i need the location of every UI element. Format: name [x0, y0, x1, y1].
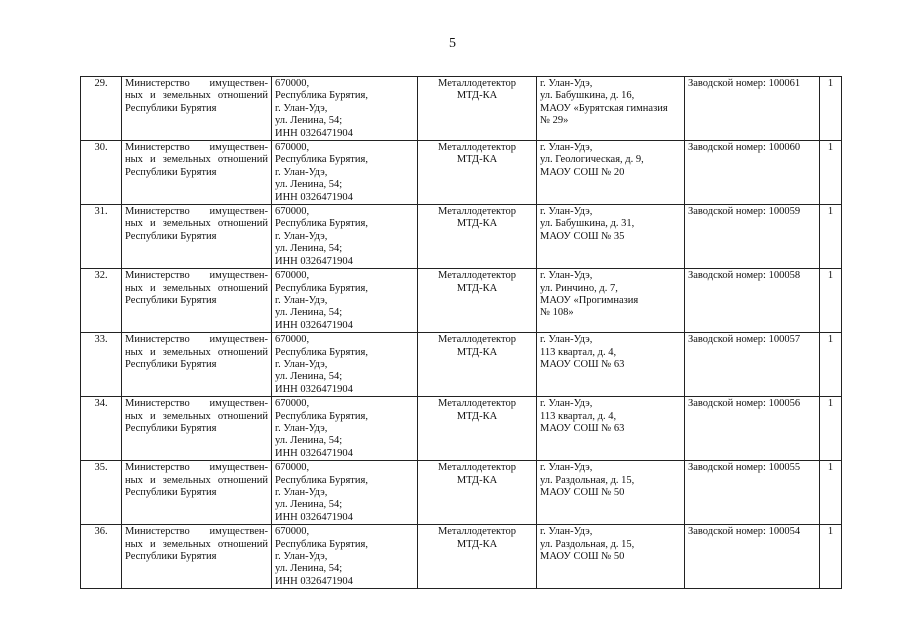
- row-number-cell: [81, 525, 122, 589]
- owner-address-line: г. Улан-Удэ,: [275, 422, 328, 434]
- location-line: 113 квартал, д. 4,: [540, 410, 617, 422]
- serial-number-cell: [685, 205, 820, 269]
- row-number-cell: [81, 77, 122, 141]
- quantity: 1: [827, 78, 834, 89]
- quantity: 1: [827, 526, 834, 538]
- owner-address-line: г. Улан-Удэ,: [275, 102, 328, 114]
- location-line: МАОУ СОШ № 50: [540, 487, 625, 498]
- owner-address-line: г. Улан-Удэ,: [275, 166, 328, 178]
- location-line: ул. Ринчино, д. 7,: [540, 282, 618, 294]
- owner-org-line: Министерство имуществен-: [125, 398, 268, 410]
- location-line: г. Улан-Удэ,: [540, 398, 593, 410]
- table-row: [81, 461, 842, 525]
- owner-org-line: Министерство имуществен-: [125, 270, 268, 282]
- row-number: 34.: [94, 398, 108, 410]
- location-line: ул. Раздольная, д. 15,: [540, 538, 635, 550]
- location-cell: [537, 269, 685, 333]
- table-row: [81, 205, 842, 269]
- serial-number: Заводской номер: 100054: [688, 526, 801, 538]
- owner-org-line: Республики Бурятия: [125, 358, 217, 370]
- table-row: [81, 77, 842, 141]
- owner-address-line: Республика Бурятия,: [275, 90, 368, 102]
- location-cell: [537, 397, 685, 461]
- owner-address-line: 670000,: [275, 142, 310, 154]
- item-name-line: Металлодетектор: [438, 398, 516, 410]
- owner-address-line: ИНН 0326471904: [275, 511, 353, 523]
- quantity: 1: [827, 334, 834, 346]
- table-row: [81, 269, 842, 333]
- owner-org-line: ных и земельных отношений: [125, 410, 268, 422]
- location-line: 113 квартал, д. 4,: [540, 346, 617, 358]
- serial-number-cell: [685, 397, 820, 461]
- location-line: МАОУ СОШ № 20: [540, 166, 625, 178]
- table-row: [81, 525, 842, 589]
- owner-address-line: Республика Бурятия,: [275, 410, 368, 422]
- owner-address-line: г. Улан-Удэ,: [275, 487, 328, 498]
- serial-number-cell: [685, 77, 820, 141]
- location-cell: [537, 141, 685, 205]
- page-number: 5: [449, 36, 456, 51]
- owner-address-line: 670000,: [275, 334, 310, 346]
- item-name-cell: [418, 333, 537, 397]
- owner-org-cell: [122, 461, 272, 525]
- item-name-line: Металлодетектор: [438, 526, 516, 538]
- location-line: г. Улан-Удэ,: [540, 334, 593, 346]
- item-name-line: МТД-КА: [456, 282, 498, 294]
- owner-org-line: Министерство имуществен-: [125, 462, 268, 474]
- owner-address-line: ул. Ленина, 54;: [275, 115, 343, 127]
- item-name-line: Металлодетектор: [438, 78, 516, 89]
- owner-org-line: Министерство имуществен-: [125, 142, 268, 154]
- owner-org-line: Республики Бурятия: [125, 230, 217, 242]
- owner-org-line: ных и земельных отношений: [125, 282, 268, 294]
- item-name-cell: [418, 205, 537, 269]
- owner-address-line: 670000,: [275, 526, 310, 538]
- owner-address-cell: [272, 269, 418, 333]
- quantity: 1: [827, 462, 834, 474]
- owner-org-line: Республики Бурятия: [125, 166, 217, 178]
- owner-address-cell: [272, 397, 418, 461]
- item-name-line: МТД-КА: [456, 346, 498, 358]
- row-number-cell: [81, 269, 122, 333]
- quantity: 1: [827, 206, 834, 218]
- item-name-cell: [418, 77, 537, 141]
- owner-address-line: ул. Ленина, 54;: [275, 371, 343, 383]
- serial-number: Заводской номер: 100061: [688, 78, 801, 89]
- row-number-cell: [81, 205, 122, 269]
- row-number: 33.: [94, 334, 108, 346]
- serial-number: Заводской номер: 100060: [688, 142, 801, 154]
- owner-address-line: Республика Бурятия,: [275, 218, 368, 230]
- owner-org-line: Республики Бурятия: [125, 102, 217, 114]
- owner-address-line: ИНН 0326471904: [275, 575, 353, 587]
- row-number: 35.: [94, 462, 108, 474]
- location-line: ул. Бабушкина, д. 16,: [540, 90, 635, 102]
- item-name-line: МТД-КА: [456, 90, 498, 102]
- owner-address-line: ИНН 0326471904: [275, 255, 353, 267]
- owner-org-line: Республики Бурятия: [125, 422, 217, 434]
- quantity-cell: [820, 141, 842, 205]
- owner-address-line: г. Улан-Удэ,: [275, 358, 328, 370]
- item-name-line: Металлодетектор: [438, 334, 516, 346]
- location-line: МАОУ СОШ № 63: [540, 358, 625, 370]
- owner-org-line: ных и земельных отношений: [125, 538, 268, 550]
- item-name-line: МТД-КА: [456, 538, 498, 550]
- location-line: МАОУ СОШ № 50: [540, 551, 625, 563]
- location-line: МАОУ СОШ № 35: [540, 230, 625, 242]
- row-number: 29.: [94, 78, 108, 89]
- owner-address-line: г. Улан-Удэ,: [275, 230, 328, 242]
- registry-table: [80, 76, 842, 589]
- serial-number: Заводской номер: 100056: [688, 398, 801, 410]
- quantity-cell: [820, 525, 842, 589]
- owner-org-line: ных и земельных отношений: [125, 154, 268, 166]
- quantity-cell: [820, 269, 842, 333]
- owner-address-line: 670000,: [275, 398, 310, 410]
- item-name-cell: [418, 461, 537, 525]
- serial-number-cell: [685, 461, 820, 525]
- owner-address-line: ИНН 0326471904: [275, 127, 353, 139]
- item-name-line: МТД-КА: [456, 474, 498, 486]
- owner-org-cell: [122, 205, 272, 269]
- owner-org-cell: [122, 333, 272, 397]
- owner-org-line: Республики Бурятия: [125, 551, 217, 563]
- location-line: МАОУ «Прогимназия: [540, 294, 639, 306]
- owner-org-cell: [122, 269, 272, 333]
- location-line: ул. Бабушкина, д. 31,: [540, 218, 635, 230]
- owner-address-line: 670000,: [275, 270, 310, 282]
- owner-address-line: 670000,: [275, 206, 310, 218]
- owner-org-line: ных и земельных отношений: [125, 346, 268, 358]
- item-name-cell: [418, 397, 537, 461]
- row-number-cell: [81, 333, 122, 397]
- owner-address-line: г. Улан-Удэ,: [275, 551, 328, 563]
- owner-org-line: Республики Бурятия: [125, 294, 217, 306]
- quantity: 1: [827, 398, 834, 410]
- item-name-cell: [418, 525, 537, 589]
- owner-address-line: 670000,: [275, 462, 310, 474]
- location-cell: [537, 461, 685, 525]
- row-number: 32.: [94, 270, 108, 282]
- serial-number-cell: [685, 333, 820, 397]
- location-cell: [537, 525, 685, 589]
- location-line: г. Улан-Удэ,: [540, 270, 593, 282]
- item-name-line: МТД-КА: [456, 410, 498, 422]
- serial-number-cell: [685, 141, 820, 205]
- owner-address-line: ИНН 0326471904: [275, 319, 353, 331]
- item-name-line: МТД-КА: [456, 218, 498, 230]
- quantity-cell: [820, 397, 842, 461]
- row-number: 31.: [94, 206, 108, 218]
- table-row: [81, 333, 842, 397]
- quantity-cell: [820, 461, 842, 525]
- owner-address-line: ИНН 0326471904: [275, 191, 353, 203]
- serial-number: Заводской номер: 100059: [688, 206, 801, 218]
- owner-address-cell: [272, 141, 418, 205]
- owner-org-line: Министерство имуществен-: [125, 334, 268, 346]
- owner-address-line: Республика Бурятия,: [275, 346, 368, 358]
- serial-number: Заводской номер: 100057: [688, 334, 801, 346]
- owner-address-line: ул. Ленина, 54;: [275, 179, 343, 191]
- serial-number: Заводской номер: 100055: [688, 462, 801, 474]
- owner-address-line: Республика Бурятия,: [275, 282, 368, 294]
- owner-address-cell: [272, 205, 418, 269]
- item-name-cell: [418, 269, 537, 333]
- owner-address-line: Республика Бурятия,: [275, 474, 368, 486]
- location-line: ул. Раздольная, д. 15,: [540, 474, 635, 486]
- item-name-line: Металлодетектор: [438, 142, 516, 154]
- owner-address-line: ул. Ленина, 54;: [275, 563, 343, 575]
- owner-org-line: Республики Бурятия: [125, 487, 217, 498]
- owner-address-line: ул. Ленина, 54;: [275, 435, 343, 447]
- location-cell: [537, 333, 685, 397]
- owner-org-cell: [122, 397, 272, 461]
- location-line: МАОУ «Бурятская гимназия: [540, 102, 668, 114]
- item-name-cell: [418, 141, 537, 205]
- location-line: г. Улан-Удэ,: [540, 526, 593, 538]
- row-number: 30.: [94, 142, 108, 154]
- owner-org-cell: [122, 77, 272, 141]
- location-line: № 29»: [540, 115, 569, 127]
- owner-address-cell: [272, 525, 418, 589]
- owner-address-line: г. Улан-Удэ,: [275, 294, 328, 306]
- table-row: [81, 397, 842, 461]
- owner-address-line: ул. Ленина, 54;: [275, 243, 343, 255]
- item-name-line: Металлодетектор: [438, 206, 516, 218]
- location-cell: [537, 205, 685, 269]
- location-line: МАОУ СОШ № 63: [540, 422, 625, 434]
- location-line: г. Улан-Удэ,: [540, 142, 593, 154]
- row-number-cell: [81, 461, 122, 525]
- owner-address-line: ул. Ленина, 54;: [275, 307, 343, 319]
- owner-org-line: ных и земельных отношений: [125, 218, 268, 230]
- owner-org-line: Министерство имуществен-: [125, 78, 268, 89]
- owner-org-line: ных и земельных отношений: [125, 474, 268, 486]
- owner-org-line: Министерство имуществен-: [125, 206, 268, 218]
- quantity: 1: [827, 270, 834, 282]
- serial-number: Заводской номер: 100058: [688, 270, 801, 282]
- location-line: ул. Геологическая, д. 9,: [540, 154, 644, 166]
- owner-org-cell: [122, 141, 272, 205]
- owner-address-line: ИНН 0326471904: [275, 383, 353, 395]
- owner-address-line: Республика Бурятия,: [275, 538, 368, 550]
- quantity-cell: [820, 205, 842, 269]
- serial-number-cell: [685, 269, 820, 333]
- item-name-line: Металлодетектор: [438, 462, 516, 474]
- owner-address-cell: [272, 461, 418, 525]
- owner-address-line: 670000,: [275, 78, 310, 89]
- row-number-cell: [81, 397, 122, 461]
- registry-table-body: [81, 77, 842, 589]
- owner-address-line: ИНН 0326471904: [275, 447, 353, 459]
- owner-org-line: ных и земельных отношений: [125, 90, 268, 102]
- quantity: 1: [827, 142, 834, 154]
- item-name-line: Металлодетектор: [438, 270, 516, 282]
- location-cell: [537, 77, 685, 141]
- quantity-cell: [820, 77, 842, 141]
- owner-org-line: Министерство имуществен-: [125, 526, 268, 538]
- serial-number-cell: [685, 525, 820, 589]
- owner-address-line: Республика Бурятия,: [275, 154, 368, 166]
- owner-address-cell: [272, 77, 418, 141]
- location-line: № 108»: [540, 307, 574, 319]
- quantity-cell: [820, 333, 842, 397]
- location-line: г. Улан-Удэ,: [540, 462, 593, 474]
- row-number: 36.: [94, 526, 108, 538]
- row-number-cell: [81, 141, 122, 205]
- table-row: [81, 141, 842, 205]
- item-name-line: МТД-КА: [456, 154, 498, 166]
- location-line: г. Улан-Удэ,: [540, 78, 593, 89]
- location-line: г. Улан-Удэ,: [540, 206, 593, 218]
- owner-address-line: ул. Ленина, 54;: [275, 499, 343, 511]
- owner-address-cell: [272, 333, 418, 397]
- owner-org-cell: [122, 525, 272, 589]
